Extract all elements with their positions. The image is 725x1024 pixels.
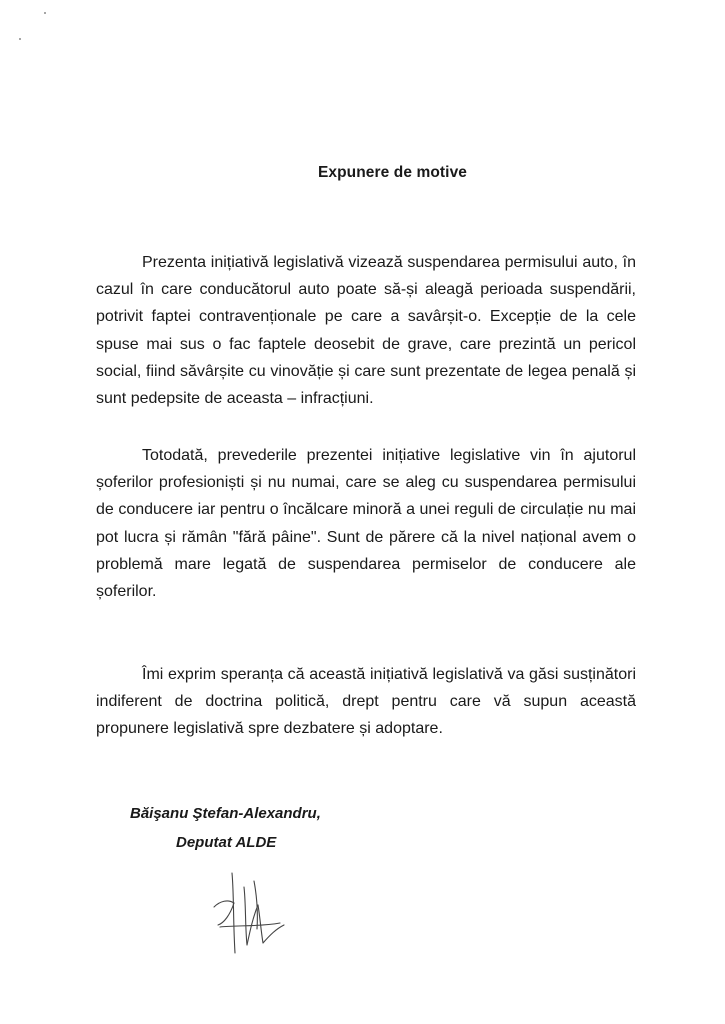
paragraph-3: Îmi exprim speranța că această inițiativă legislativă va găsi susținători indiferent de doctrina politică, drept pentru care vă supun această propunere legislativă spre dezbatere și adoptare.	[96, 666, 636, 738]
scan-speck	[44, 12, 46, 14]
paragraph-1: Prezenta inițiativă legislativă vizează suspendarea permisului auto, în cazul în care conducătorul auto poate să-și aleagă perioada suspendării, potrivit faptei contravenționale pe care a savârșit-o. Excepție de la cele spuse mai sus o fac faptele deosebit de grave, care prezintă un pericol social, fiind săvârșite cu vinovăție și care sunt prezentate de legea penală și sunt pedepsite de aceasta – infracțiuni.	[96, 254, 636, 408]
signatory-name: Băişanu Ştefan-Alexandru,	[130, 805, 321, 822]
paragraph-2: Totodată, prevederile prezentei inițiative legislative vin în ajutorul șoferilor profesioniști și nu numai, care se aleg cu suspendarea permisului de conducere iar pentru o încălcare minoră a unei reguli de circulație nu mai pot lucra și rămân "fără pâine". Sunt de părere că la nivel național avem o problemă mare legată de suspendarea permiselor de conducere ale șoferilor.	[96, 447, 636, 601]
scan-speck	[19, 38, 21, 40]
signatory-role: Deputat ALDE	[176, 834, 277, 851]
handwritten-signature	[200, 865, 300, 960]
document-title: Expunere de motive	[317, 164, 468, 181]
